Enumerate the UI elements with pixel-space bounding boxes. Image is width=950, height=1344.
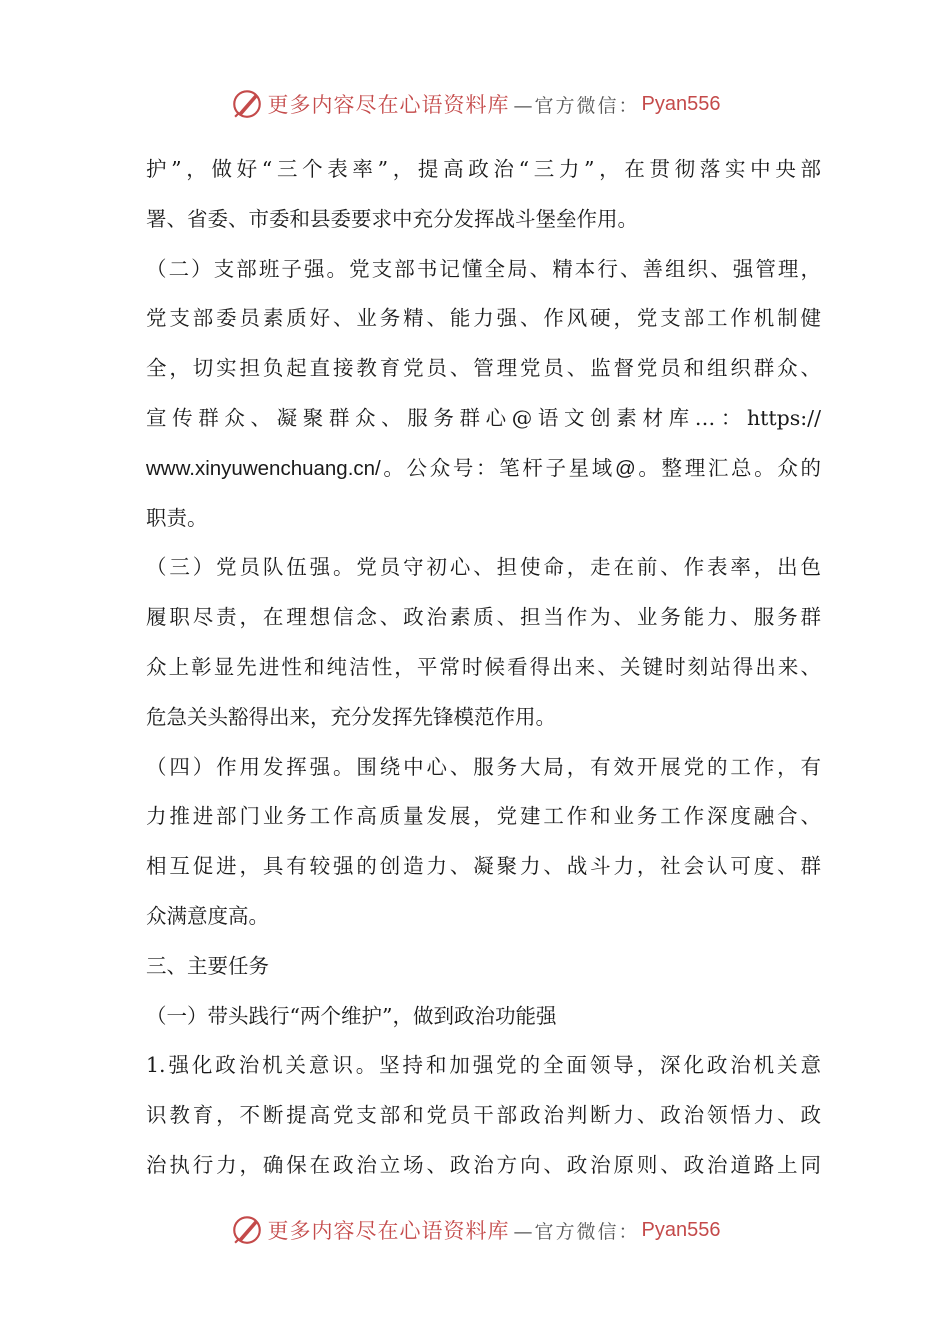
text-line: 识教育，不断提高党支部和党员干部政治判断力、政治领悟力、政 bbox=[146, 1103, 821, 1128]
text-line: 党支部委员素质好、业务精、能力强、作风硬，党支部工作机制健 bbox=[146, 306, 821, 331]
banner-separator-text: —官方微信： bbox=[513, 94, 640, 117]
text-line: （四）作用发挥强。围绕中心、服务大局，有效开展党的工作，有 bbox=[146, 754, 821, 779]
banner-brand-text: 更多内容尽在心语资料库 bbox=[267, 1219, 510, 1243]
text-line: 力推进部门业务工作高质量发展，党建工作和业务工作深度融合、 bbox=[146, 804, 821, 829]
text-line: 众满意度高。 bbox=[146, 903, 269, 928]
footer-watermark-banner bbox=[0, 1210, 950, 1250]
subsection-heading: （一）带头践行“两个维护”，做到政治功能强 bbox=[146, 1003, 557, 1028]
text-line: www.xinyuwenchuang.cn/。公众号：笔杆子星域@。整理汇总。众的 bbox=[146, 456, 821, 480]
text-line: 全，切实担负起直接教育党员、管理党员、监督党员和组织群众、 bbox=[146, 356, 821, 381]
section-heading: 三、主要任务 bbox=[146, 953, 269, 978]
text-line: 相互促进，具有较强的创造力、凝聚力、战斗力，社会认可度、群 bbox=[146, 854, 821, 879]
text-line: 护”，做好“三个表率”，提高政治“三力”，在贯彻落实中央部 bbox=[146, 157, 821, 181]
text-line: 众上彰显先进性和纯洁性，平常时候看得出来、关键时刻站得出来、 bbox=[146, 654, 821, 679]
text-line: （二）支部班子强。党支部书记懂全局、精本行、善组织、强管理， bbox=[146, 256, 821, 281]
text-line: 履职尽责，在理想信念、政治素质、担当作为、业务能力、服务群 bbox=[146, 605, 821, 630]
banner-wechat-id: Pyan556 bbox=[641, 92, 721, 115]
banner-separator-text: —官方微信： bbox=[513, 1220, 640, 1243]
text-line: 危急关头豁得出来，充分发挥先锋模范作用。 bbox=[146, 704, 556, 729]
quill-pen-icon bbox=[230, 87, 264, 121]
quill-pen-icon bbox=[230, 1213, 264, 1247]
text-line: 宣传群众、凝聚群众、服务群心@语文创素材库…：https:// bbox=[146, 405, 821, 430]
text-line: 1.强化政治机关意识。坚持和加强党的全面领导，深化政治机关意 bbox=[146, 1053, 821, 1078]
header-watermark-banner bbox=[0, 84, 950, 124]
document-body bbox=[146, 145, 821, 1191]
banner-brand-text: 更多内容尽在心语资料库 bbox=[267, 93, 510, 117]
text-line: （三）党员队伍强。党员守初心、担使命，走在前、作表率，出色 bbox=[146, 555, 821, 580]
text-line: 署、省委、市委和县委要求中充分发挥战斗堡垒作用。 bbox=[146, 206, 638, 231]
text-line: 职责。 bbox=[146, 505, 208, 530]
banner-wechat-id: Pyan556 bbox=[641, 1218, 721, 1241]
text-line: 治执行力，确保在政治立场、政治方向、政治原则、政治道路上同 bbox=[146, 1152, 821, 1177]
